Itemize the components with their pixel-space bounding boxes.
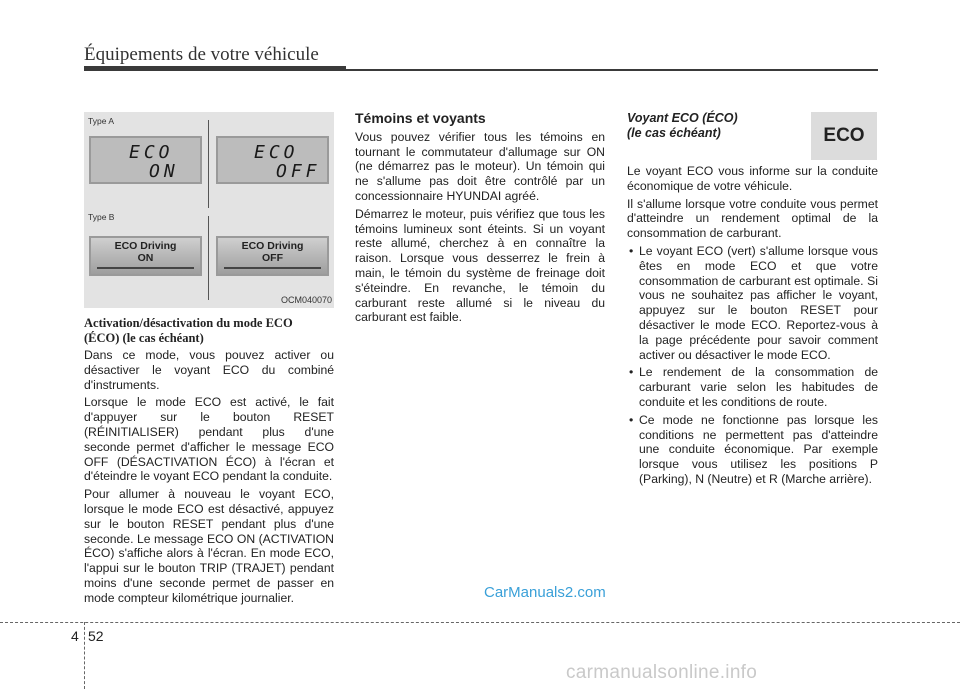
lcd-a-left-line2: ON: [149, 161, 179, 182]
page-number: 52: [88, 628, 104, 644]
paragraph: Dans ce mode, vous pouvez activer ou désactiver le voyant ECO du combiné d'instruments.: [84, 348, 334, 392]
paragraph: Pour allumer à nouveau le voyant ECO, lorsque le mode ECO est désactivé, appuyez sur le bouton RESET pendant plus d'une seconde. Le message ECO ON (ACTIVATION ÉCO) s'affiche alors à l'écran. En mode ECO, l'appui sur le bouton TRIP (TRAJET) pendant moins d'une seconde permet de passer en mode compteur kilométrique journalier.: [84, 487, 334, 605]
footer-divider: [0, 622, 960, 623]
header-rule-thin: [346, 69, 878, 71]
lcd-eco-on: [89, 136, 202, 184]
lcd-b-left-line2: ON: [137, 252, 154, 264]
lcd-eco-driving-off: [216, 236, 329, 276]
list-item-text: Le voyant ECO (vert) s'allume lorsque vous êtes en mode ECO et que votre consommation de carburant est optimale. Si vous ne souhaitez pas afficher le voyant, appuyez sur le bouton RESET pour désactiver le mode ECO. Reportez-vous à la page précédente pour savoir comment activer ou désactiver le mode ECO.: [639, 243, 878, 362]
section-heading: Témoins et voyants: [355, 110, 486, 126]
right-column: [627, 111, 878, 490]
list-item: [627, 244, 878, 362]
lcd-b-left-line1: ECO Driving: [114, 240, 177, 252]
lcd-b-right-line1: ECO Driving: [241, 240, 304, 252]
paragraph: Le voyant ECO vous informe sur la conduite économique de votre véhicule.: [627, 164, 878, 193]
eco-light-heading-line2: (le cas échéant): [627, 125, 721, 140]
bottom-watermark: carmanualsonline.info: [566, 662, 758, 683]
section-number: 4: [71, 628, 79, 644]
middle-column: [355, 111, 605, 328]
bullet-list: [627, 244, 878, 487]
lcd-segment-graphic: [218, 138, 327, 182]
figure-code: OCM040070: [280, 295, 332, 305]
lcd-b-left-bar: [97, 267, 194, 269]
paragraph: Il s'allume lorsque votre conduite vous permet d'atteindre un rendement optimal de la consommation de carburant.: [627, 196, 878, 241]
list-item-text: Ce mode ne fonctionne pas lorsque les conditions ne permettent pas d'atteindre une conduite économique. Par exemple lorsque vous utilisez les positions P (Parking), N (Neutre) et R (Marche arrière).: [639, 412, 878, 486]
chapter-title: Équipements de votre véhicule: [84, 44, 319, 65]
eco-light-heading-line1: Voyant ECO (ÉCO): [627, 111, 738, 125]
eco-mode-heading: [84, 316, 334, 345]
lcd-b-right-bar: [224, 267, 321, 269]
left-column: [84, 316, 334, 609]
figure-divider: [208, 120, 209, 208]
paragraph: Démarrez le moteur, puis vérifiez que tous les témoins lumineux sont éteints. Si un voyant reste allumé, cherchez à en connaître la raison. Lorsque vous desserrez le frein à main, le témoin du système de freinage doit s'éteindre. En revanche, le témoin du carburant reste allumé si le niveau du carburant est faible.: [355, 206, 605, 325]
eco-mode-heading-line2: (ÉCO) (le cas échéant): [84, 330, 204, 345]
lcd-b-right-text: [218, 240, 327, 264]
type-b-label: Type B: [88, 212, 115, 222]
lcd-b-right-line2: OFF: [262, 252, 283, 264]
paragraph: Vous pouvez vérifier tous les témoins en tournant le commutateur d'allumage sur ON (ne démarrez pas le moteur). Un témoin qui ne s'allume pas doit être contrôlé par un concessionnaire HYUNDAI agréé.: [355, 129, 605, 203]
header-rule: [84, 66, 346, 71]
list-item: [627, 413, 878, 487]
footer-vertical-divider: [84, 622, 85, 689]
type-a-label: Type A: [88, 116, 114, 126]
lcd-b-left-text: [91, 240, 200, 264]
paragraph: Lorsque le mode ECO est activé, le fait d'appuyer sur le bouton RESET (RÉINITIALISER) pendant plus d'une seconde permet d'afficher le message ECO OFF (DÉSACTIVATION ÉCO) à l'écran et d'éteindre le voyant ECO pendant la conduite.: [84, 395, 334, 484]
eco-mode-heading-line1: Activation/désactivation du mode ECO: [84, 316, 293, 330]
figure-divider-b: [208, 216, 209, 300]
bullet-icon: •: [629, 243, 634, 258]
list-item-text: Le rendement de la consommation de carburant varie selon les habitudes de conduite et les conditions de route.: [639, 365, 878, 409]
lcd-eco-driving-on: [89, 236, 202, 276]
lcd-a-right-line1: ECO: [254, 142, 299, 163]
lcd-a-left-line1: ECO: [129, 142, 174, 163]
bullet-icon: •: [629, 365, 634, 380]
list-item: [627, 365, 878, 409]
lcd-a-right-line2: OFF: [276, 161, 321, 182]
eco-display-figure: [84, 112, 334, 308]
bullet-icon: •: [629, 412, 634, 427]
lcd-eco-off: [216, 136, 329, 184]
eco-indicator-icon: ECO: [811, 112, 877, 160]
watermark-link[interactable]: CarManuals2.com: [484, 584, 606, 601]
eco-light-heading: [627, 111, 878, 140]
lcd-segment-graphic: [91, 138, 200, 182]
